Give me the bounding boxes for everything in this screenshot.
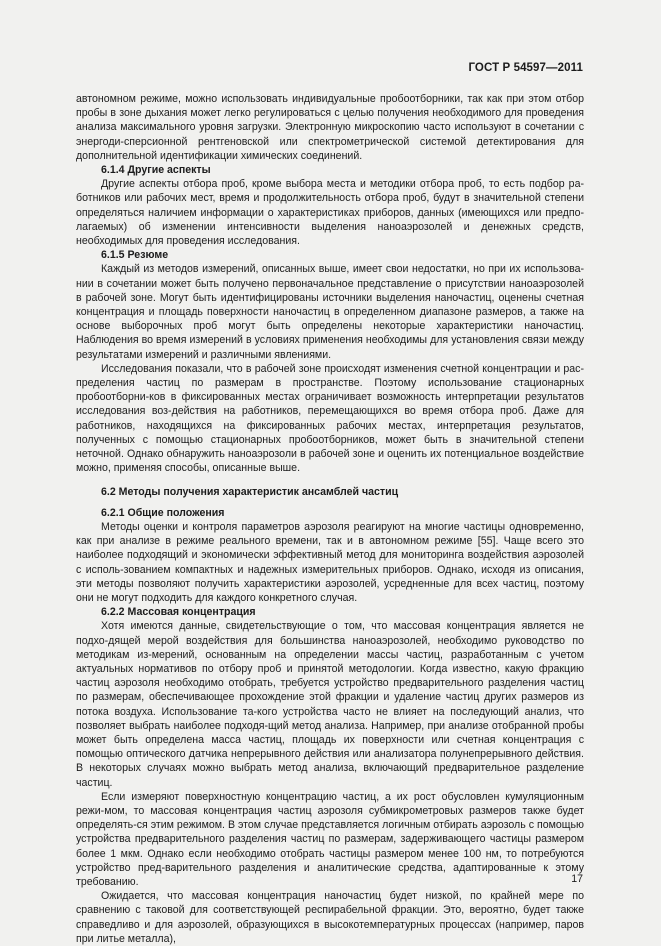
subsection-heading: 6.1.5 Резюме xyxy=(101,249,169,262)
paragraph: Хотя имеются данные, свидетельствующие о том, что массовая концентрация является не подхо-дящей мерой воздействия для большинства наноаэрозолей, необходимо руководство по методикам из-мерений, основанным на определении массы частиц, разработанным с учетом актуальных нормативов по отбору проб и принятой методологии. Когда известно, какую фракцию частиц аэрозоля необходимо отобрать, требуется устройство предварительного разделения частиц по размерам, обеспечивающее прохождение этой фракции и удаление частиц других размеров из потока воздуха. Использование та-кого устройства часто не влияет на последующий анализ, что позволяет выбрать наиболее подходя-щий метод анализа. Например, при анализе отобранной пробы может быть определена масса частиц, площадь их поверхности или счетная концентрация с помощью оптического датчика непрерывного действия или анализатора полунепрерывного действия. В некоторых случаях можно выбрать метод анализа, включающий предварительное разделение частиц. xyxy=(76,620,584,789)
subsection-heading: 6.2.1 Общие положения xyxy=(101,506,225,519)
paragraph: автономном режиме, можно использовать индивидуальные пробоотборники, так как при этом отбор пробы в зоне дыхания может легко регулироваться с целью получения необходимого для проведения анализа максимального уровня загрузки. Электронную микроскопию часто используют в сочетании с энергоди-сперсионной рентгеновской или спектрометрической системой детектирования для дополнительной идентификации химических соединений. xyxy=(76,93,584,162)
subsection-heading: 6.1.4 Другие аспекты xyxy=(101,164,211,177)
paragraph: Методы оценки и контроля параметров аэрозоля реагируют на многие частицы одновременно, как при анализе в режиме реального времени, так и в автономном режиме [55]. Чаще всего это наиболее подходящий и экономически эффективный метод для мониторинга воздействия аэрозолей с исполь-зованием компактных и надежных измерительных приборов. Однако, исходя из описания, эти методы позволяют получить характеристики аэрозолей, усредненные для всех частиц, поэтому они не могут подходить для каждого конкретного случая. xyxy=(76,520,584,604)
subsection-heading: 6.2.2 Массовая концентрация xyxy=(101,606,256,619)
paragraph: Другие аспекты отбора проб, кроме выбора места и методики отбора проб, то есть подбор ра-ботников или рабочих мест, время и продолжительность отбора проб, будут в значительной степени определяться наличием информации о характеристиках приборов, данных (имеющихся или предпо-лагаемых) об изменении интенсивности выделения наноаэрозолей и денежных средств, необходимых для проведения исследования. xyxy=(76,178,584,248)
paragraph: Ожидается, что массовая концентрация наночастиц будет низкой, по крайней мере по сравнению с таковой для соответствующей респирабельной фракции. Это, вероятно, будет также справедливо и для аэрозолей, образующихся в высокотемпературных процессах (например, паров при литье металла), xyxy=(76,890,584,945)
paragraph: Если измеряют поверхностную концентрацию частиц, а их рост обусловлен кумуляционным режи-мом, то массовая концентрация частиц аэрозоля субмикрометровых размеров также будет определять-ся этим режимом. В этом случае представляется логичным отбирать аэрозоль с помощью устройства предварительного разделения частиц по размерам, задерживающего частицы размером более 1 мкм. Однако если необходимо отобрать частицы размером менее 100 нм, то потребуются устройство пред-варительного разделения и аналитические средства, адаптированные к этому требованию. xyxy=(76,790,584,888)
section-heading: 6.2 Методы получения характеристик ансамблей частиц xyxy=(101,486,399,499)
standard-designation: ГОСТ Р 54597—2011 xyxy=(468,62,583,74)
paragraph: Каждый из методов измерений, описанных выше, имеет свои недостатки, но при их использова-нии в сочетании может быть получено первоначальное представление о присутствии наноаэрозолей в рабочей зоне. Могут быть идентифицированы источники выделения наночастиц, оценены счетная концентрация и площадь поверхности наночастиц в определенном диапазоне размеров, а также на основе выборочных проб могут быть определены некоторые характеристики наночастиц. Наблюдения во время измерений в условиях применения необходимы для установления связи между результатами измерений и различными явлениями. xyxy=(76,263,584,361)
paragraph: Исследования показали, что в рабочей зоне происходят изменения счетной концентрации и рас-пределения частиц по размерам в пространстве. Поэтому использование стационарных пробоотборни-ков в фиксированных местах ограничивает возможность интерпретации результатов исследования воз-действия на работников, перемещающихся во время отбора проб. Даже для работников, находящихся на фиксированных рабочих местах, интерпретация результатов, полученных с помощью стационарных пробоотборников, может быть в значительной степени неточной. Однако обнаружить наноаэрозоли в рабочей зоне и оценить их потенциальное воздействие можно, применяя способы, описанные выше. xyxy=(76,362,584,475)
body-text xyxy=(76,92,584,946)
page-number: 17 xyxy=(571,873,583,885)
